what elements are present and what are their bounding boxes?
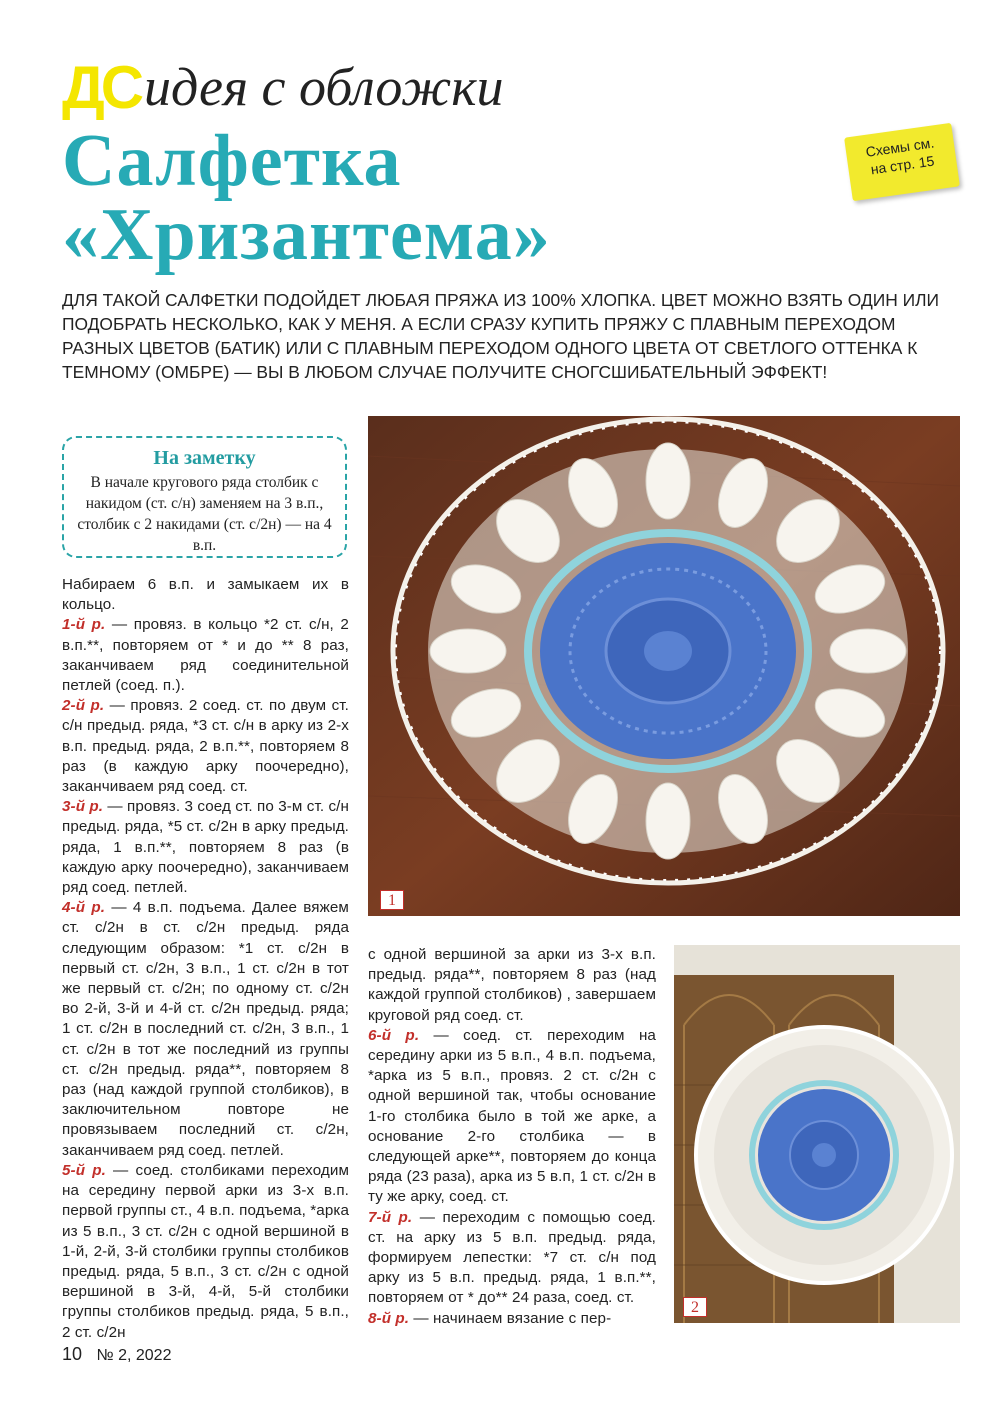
note-text: В начале кругового ряда столбик с накидом (ст. с/н) заменяем на 3 в.п., столбик с 2 накидами (ст. с/2н) — на 4 в.п. <box>77 474 332 554</box>
doily-image-2 <box>674 945 960 1323</box>
row-label: 6-й р. <box>368 1026 420 1044</box>
section-header <box>62 54 762 121</box>
row-label: 4-й р. <box>62 899 106 917</box>
row-4 <box>62 898 349 1161</box>
instructions-column-1 <box>62 575 349 1343</box>
sticky-line-1: Схемы см. <box>864 134 936 160</box>
row-label: 8-й р. <box>368 1309 410 1327</box>
doily-photo-table <box>368 416 960 916</box>
rubric-title: идея с обложки <box>144 57 504 117</box>
magazine-logo: ДС <box>62 54 141 121</box>
title-line-1: Салфетка <box>62 120 402 202</box>
sticky-line-2: на стр. 15 <box>869 152 936 178</box>
row-text: — соед. ст. переходим на середину арки из 5 в.п., 4 в.п. подъема, *арка из 5 в.п., провяз. 2 ст. с/2н с одной вершиной так, чтобы основание 1-го столбика было в той же арке, а основание 2-го столбика — в следующей арке**, повторяем до конца ряда (23 раза), арка из 5 в.п, 1 ст. с/2н в ту же арку, соед. ст. <box>368 1026 656 1206</box>
title-line-2: «Хризантема» <box>62 194 551 276</box>
page-number: 10 <box>62 1344 83 1364</box>
page-footer <box>62 1344 171 1365</box>
row-label: 7-й р. <box>368 1208 413 1226</box>
row-label: 1-й р. <box>62 616 106 634</box>
row-text: — провяз. 2 соед. ст. по двум ст. с/н предыд. ряда, *3 ст. с/н в арку из 2-х в.п. предыд. ряда, 2 в.п.**, повторяем 8 раз (в каждую арку поочередно), заканчиваем ряд соед. ст. <box>62 697 349 796</box>
photo-number-badge: 2 <box>683 1297 707 1317</box>
row-5-continued: с одной вершиной за арки из 3-х в.п. предыд. ряда**, повторяем 8 раз (над каждой группой столбиков) , завершаем круговой ряд соед. ст. <box>368 946 656 1024</box>
note-box <box>62 436 347 558</box>
row-text: — провяз. 3 соед ст. по 3-м ст. с/н предыд. ряда, *5 ст. с/2н в арку предыд. ряда, 1 в.п.**, повторяем 8 раз (в каждую арку поочередно), заканчиваем ряд соед. петлей. <box>62 798 349 897</box>
row-text: — соед. столбиками переходим на середину первой арки из 3-х в.п. первой группы ст., 4 в.п. подъема, *арка из 5 в.п., 3 ст. с/2н с одной вершиной в 1-й, 2-й, 3-й столбики группы столбиков предыд. ряда, 5 в.п., 3 ст. с/2н с одной вершиной в 3-й, 4-й, 5-й столбики группы столбиков предыд. ряда, 5 в.п., 2 ст. с/2н <box>62 1161 349 1341</box>
intro-text: Набираем 6 в.п. и замыкаем их в кольцо. <box>62 576 349 614</box>
doily-image <box>368 416 960 916</box>
doily-photo-screen <box>674 945 960 1323</box>
photo-number-badge: 1 <box>380 890 404 910</box>
row-5 <box>62 1161 349 1343</box>
row-1 <box>62 615 349 696</box>
note-title: На заметку <box>153 447 256 469</box>
article-title <box>62 120 762 276</box>
row-6 <box>368 1026 656 1208</box>
row-7 <box>368 1208 656 1309</box>
row-label: 2-й р. <box>62 697 105 715</box>
row-label: 3-й р. <box>62 798 104 816</box>
row-text: — провяз. в кольцо *2 ст. с/н, 2 в.п.**, повторяем от * и до ** 8 раз, заканчиваем ряд соединительной петлей (соед. п.). <box>62 616 349 695</box>
row-8 <box>368 1309 656 1329</box>
instructions-column-2 <box>368 945 656 1329</box>
row-3 <box>62 797 349 898</box>
row-text: — начинаем вязание с пер- <box>409 1309 612 1327</box>
row-text: — 4 в.п. подъема. Далее вяжем ст. с/2н в ст. с/2н предыд. ряда следующим образом: *1 ст. с/2н в первый ст. с/2н, 3 в.п., 1 ст. с/2н в тот же первый ст. с/2н; по одному ст. с/2н во 2-й, 3-й и 4-й ст. с/2н предыд. ряда; 1 ст. с/2н в последний ст. с/2н, 3 в.п., 1 ст. с/2н в тот же последний из группы ст. с/2н предыд. ряда**, повторяем 8 раз (над каждой группой столбиков), в заключительном повторе не провязываем последний ст. с/2н, заканчиваем ряд соед. петлей. <box>62 899 349 1159</box>
schemes-sticky-note <box>844 123 960 201</box>
row-2 <box>62 696 349 797</box>
row-label: 5-й р. <box>62 1161 106 1179</box>
issue-number: № 2, 2022 <box>96 1347 172 1364</box>
row-text: — переходим с помощью соед. ст. на арку из 5 в.п. предыд. ряда, формируем лепестки: *7 ст. с/н под арку из 5 в.п. предыд. ряда, 1 в.п.**, повторяем от * до** 24 раза, соед. ст. <box>368 1208 656 1307</box>
lead-paragraph: ДЛЯ ТАКОЙ САЛФЕТКИ ПОДОЙДЕТ ЛЮБАЯ ПРЯЖА ИЗ 100% ХЛОПКА. ЦВЕТ МОЖНО ВЗЯТЬ ОДИН ИЛИ ПОДОБРАТЬ НЕСКОЛЬКО, КАК У МЕНЯ. А ЕСЛИ СРАЗУ КУПИТЬ ПРЯЖУ С ПЛАВНЫМ ПЕРЕХОДОМ РАЗНЫХ ЦВЕТОВ (БАТИК) ИЛИ С ПЛАВНЫМ ПЕРЕХОДОМ ОДНОГО ЦВЕТА ОТ СВЕТЛОГО ОТТЕНКА К ТЕМНОМУ (ОМБРЕ) — ВЫ В ЛЮБОМ СЛУЧАЕ ПОЛУЧИТЕ СНОГСШИБАТЕЛЬНЫЙ ЭФФЕКТ! <box>62 290 940 382</box>
